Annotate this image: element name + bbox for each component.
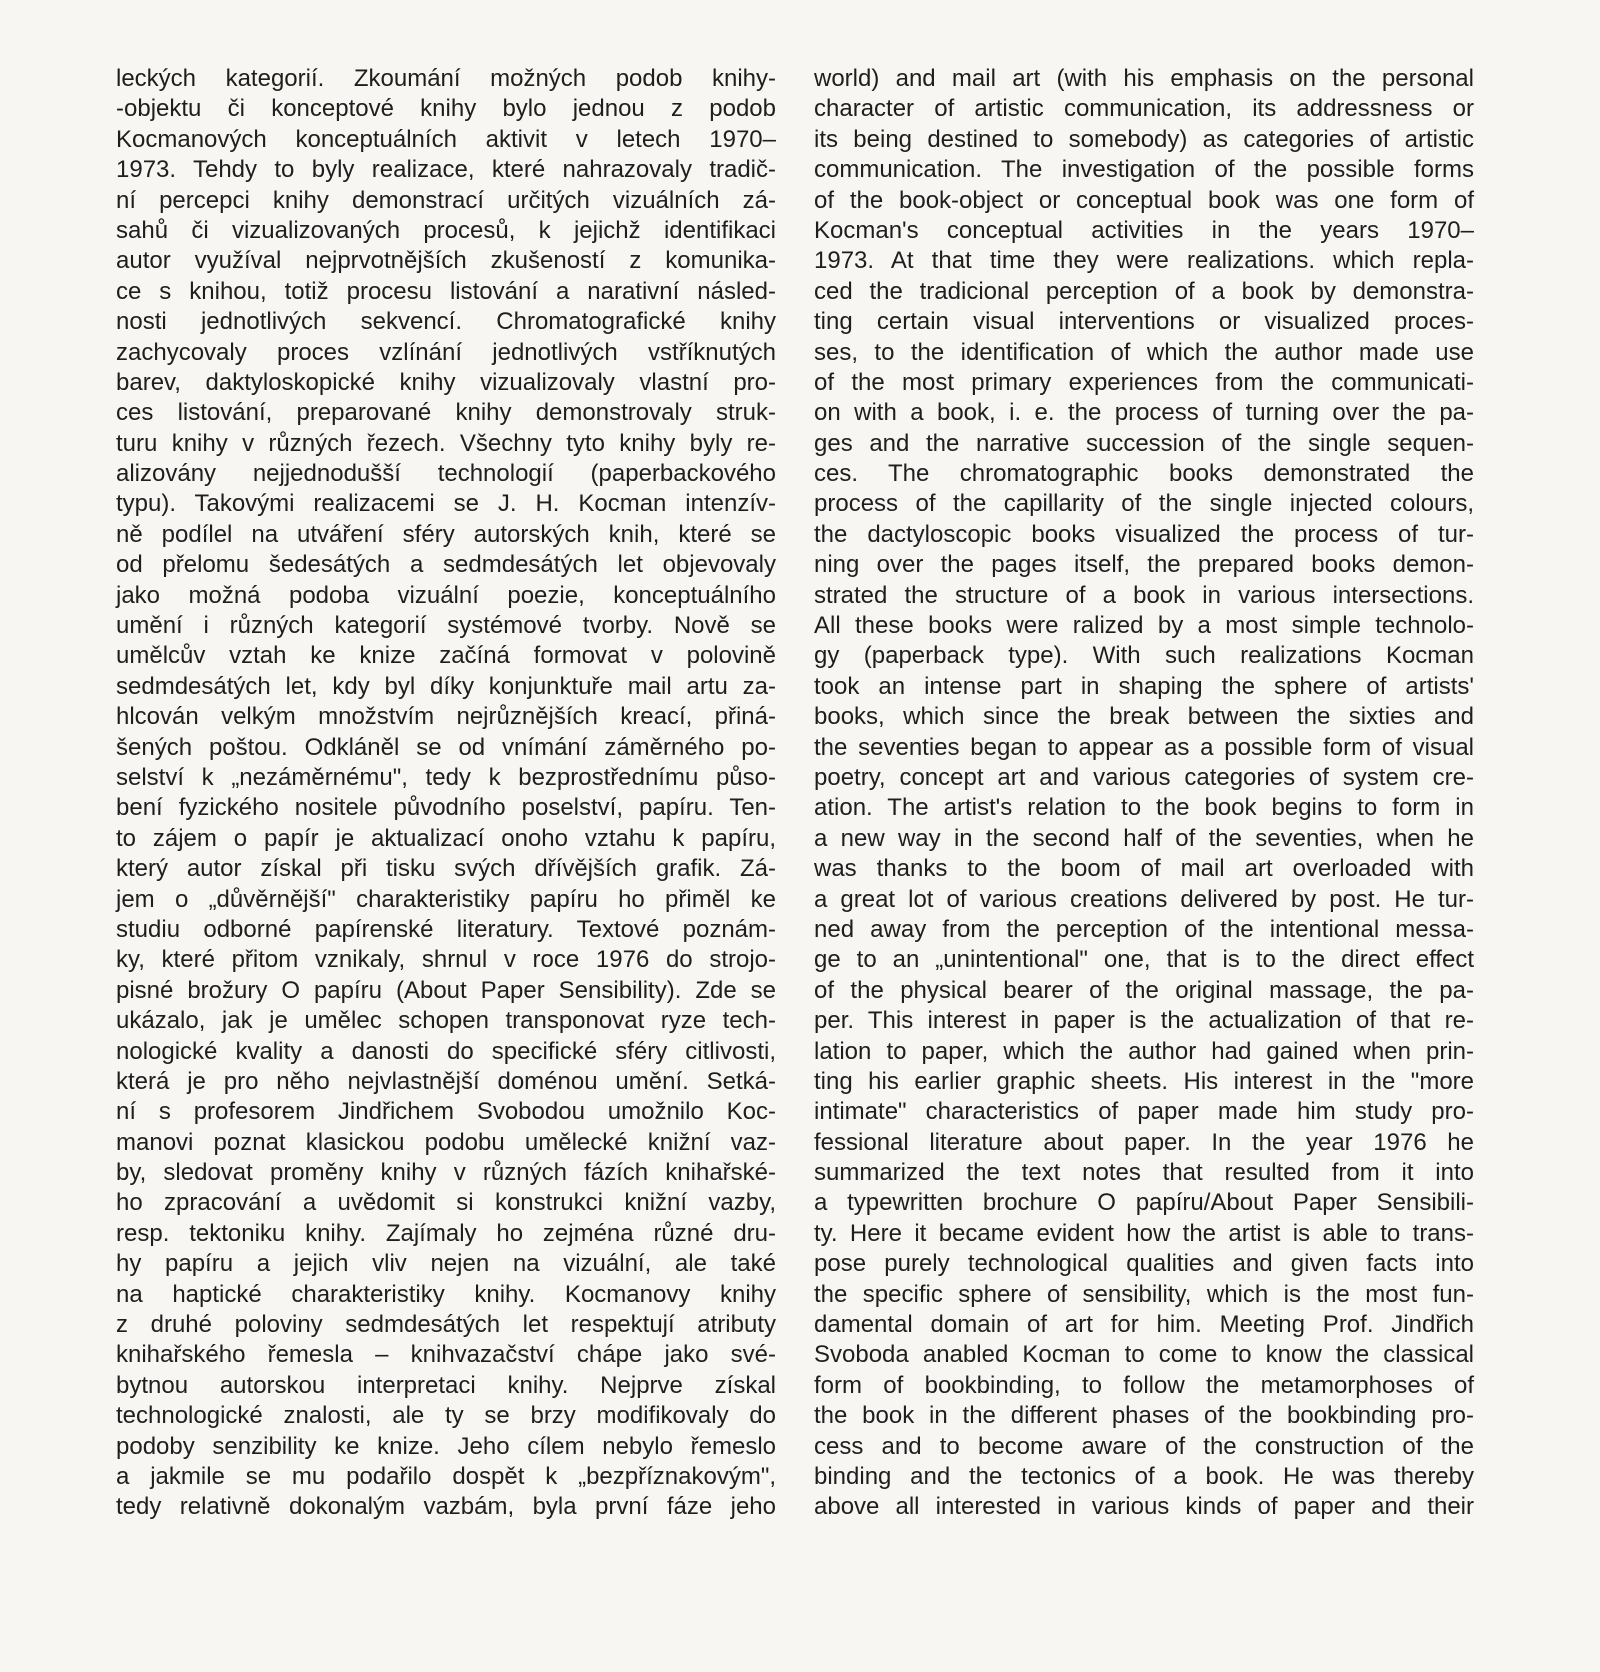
text-line: world) and mail art (with his emphasis on the personal — [814, 65, 1474, 92]
text-line: který autor získal při tisku svých dřívějších grafik. Zá- — [116, 855, 776, 883]
text-line: of the most primary experiences from the communicati- — [814, 368, 1474, 396]
text-line: summarized the text notes that resulted from it into — [814, 1159, 1474, 1187]
text-line: above all interested in various kinds of paper and their — [814, 1493, 1474, 1521]
text-line: ce s knihou, totiž procesu listování a narativní násled- — [116, 277, 776, 305]
text-line: hlcován velkým množstvím nejrůznějších kreací, přiná- — [116, 703, 776, 731]
text-line: a new way in the second half of the seventies, when he — [814, 824, 1474, 852]
text-line: Svoboda anabled Kocman to come to know the classical — [814, 1341, 1474, 1369]
text-line: ning over the pages itself, the prepared books demon- — [814, 551, 1474, 579]
text-line: nologické kvality a danosti do specifické sféry citlivosti, — [116, 1037, 776, 1065]
text-line: All these books were ralized by a most simple technolo- — [814, 612, 1474, 640]
text-line: ced the tradicional perception of a book by demonstra- — [814, 277, 1474, 305]
text-line: technologické znalosti, ale ty se brzy modifikovaly do — [116, 1402, 776, 1430]
text-line: form of bookbinding, to follow the metamorphoses of — [814, 1371, 1474, 1399]
text-line: its being destined to somebody) as categories of artistic — [814, 125, 1474, 153]
text-line: strated the structure of a book in various intersections. — [814, 581, 1474, 609]
text-line: 1973. Tehdy to byly realizace, které nahrazovaly tradič- — [116, 156, 776, 184]
text-line: books, which since the break between the sixties and — [814, 703, 1474, 731]
text-line: sahů či vizualizovaných procesů, k jejichž identifikaci — [116, 216, 776, 244]
text-line: umělcův vztah ke knize začíná formovat v polovině — [116, 642, 776, 670]
text-line: cess and to become aware of the construction of the — [814, 1432, 1474, 1460]
text-line: of the physical bearer of the original massage, the pa- — [814, 976, 1474, 1004]
text-line: studiu odborné papírenské literatury. Textové poznám- — [116, 915, 776, 943]
text-line: ces. The chromatographic books demonstrated the — [814, 460, 1474, 488]
text-line: bení fyzického nositele původního poselství, papíru. Ten- — [116, 794, 776, 822]
text-line: ukázalo, jak je umělec schopen transponovat ryze tech- — [116, 1007, 776, 1035]
text-line: ses, to the identification of which the author made use — [814, 338, 1474, 366]
text-line: lation to paper, which the author had gained when prin- — [814, 1037, 1474, 1065]
text-line: ní s profesorem Jindřichem Svobodou umožnilo Koc- — [116, 1098, 776, 1126]
text-line: a typewritten brochure O papíru/About Paper Sensibili- — [814, 1189, 1474, 1217]
text-line: ně podílel na utváření sféry autorských knih, které se — [116, 520, 776, 548]
text-line: ní percepci knihy demonstrací určitých vizuálních zá- — [116, 186, 776, 214]
text-line: character of artistic communication, its addressness or — [814, 95, 1474, 123]
text-line: -objektu či konceptové knihy bylo jednou z podob — [116, 95, 776, 123]
text-line: od přelomu šedesátých a sedmdesátých let objevovaly — [116, 551, 776, 579]
text-line: bytnou autorskou interpretaci knihy. Nejprve získal — [116, 1371, 776, 1399]
text-line: typu). Takovými realizacemi se J. H. Kocman intenzív- — [116, 490, 776, 518]
text-line: on with a book, i. e. the process of turning over the pa- — [814, 399, 1474, 427]
text-line: pisné brožury O papíru (About Paper Sensibility). Zde se — [116, 976, 776, 1004]
text-line: the dactyloscopic books visualized the process of tur- — [814, 520, 1474, 548]
text-line: podoby senzibility ke knize. Jeho cílem nebylo řemeslo — [116, 1432, 776, 1460]
czech-text-column — [116, 64, 776, 1523]
text-line: šených poštou. Odkláněl se od vnímání záměrného po- — [116, 733, 776, 761]
text-line: gy (paperback type). With such realizations Kocman — [814, 642, 1474, 670]
text-line: took an intense part in shaping the sphere of artists' — [814, 672, 1474, 700]
text-line: která je pro něho nejvlastnější doménou umění. Setká- — [116, 1067, 776, 1095]
text-line: the book in the different phases of the bookbinding pro- — [814, 1402, 1474, 1430]
text-line: selství k „nezáměrnému", tedy k bezprostřednímu půso- — [116, 763, 776, 791]
text-line: a great lot of various creations delivered by post. He tur- — [814, 885, 1474, 913]
text-line: knihařského řemesla – knihvazačství chápe jako své- — [116, 1341, 776, 1369]
text-line: z druhé poloviny sedmdesátých let respektují atributy — [116, 1311, 776, 1339]
text-line: umění i různých kategorií systémové tvorby. Nově se — [116, 612, 776, 640]
text-line: damental domain of art for him. Meeting Prof. Jindřich — [814, 1311, 1474, 1339]
text-line: per. This interest in paper is the actualization of that re- — [814, 1007, 1474, 1035]
text-line: the seventies began to appear as a possible form of visual — [814, 733, 1474, 761]
text-line: ges and the narrative succession of the single sequen- — [814, 429, 1474, 457]
text-line: resp. tektoniku knihy. Zajímaly ho zejména různé dru- — [116, 1219, 776, 1247]
text-line: leckých kategorií. Zkoumání možných podob knihy- — [116, 65, 776, 92]
text-line: hy papíru a jejich vliv nejen na vizuální, ale také — [116, 1250, 776, 1278]
text-line: turu knihy v různých řezech. Všechny tyto knihy byly re- — [116, 429, 776, 457]
text-line: ces listování, preparované knihy demonstrovaly struk- — [116, 399, 776, 427]
text-line: ge to an „unintentional" one, that is to the direct effect — [814, 946, 1474, 974]
text-line: na haptické charakteristiky knihy. Kocmanovy knihy — [116, 1280, 776, 1308]
text-line: ty. Here it became evident how the artist is able to trans- — [814, 1219, 1474, 1247]
text-line: ting certain visual interventions or visualized proces- — [814, 308, 1474, 336]
text-line: poetry, concept art and various categories of system cre- — [814, 763, 1474, 791]
text-line: zachycovaly proces vzlínání jednotlivých vstříknutých — [116, 338, 776, 366]
text-line: fessional literature about paper. In the year 1976 he — [814, 1128, 1474, 1156]
text-line: to zájem o papír je aktualizací onoho vztahu k papíru, — [116, 824, 776, 852]
text-line: ting his earlier graphic sheets. His interest in the "more — [814, 1067, 1474, 1095]
text-line: barev, daktyloskopické knihy vizualizovaly vlastní pro- — [116, 368, 776, 396]
text-line: ky, které přitom vznikaly, shrnul v roce 1976 do strojo- — [116, 946, 776, 974]
text-line: binding and the tectonics of a book. He was thereby — [814, 1462, 1474, 1490]
text-line: nosti jednotlivých sekvencí. Chromatografické knihy — [116, 308, 776, 336]
text-line: communication. The investigation of the possible forms — [814, 156, 1474, 184]
text-line: jako možná podoba vizuální poezie, konceptuálního — [116, 581, 776, 609]
text-line: tedy relativně dokonalým vazbám, byla první fáze jeho — [116, 1493, 776, 1521]
text-line: by, sledovat proměny knihy v různých fázích knihařské- — [116, 1159, 776, 1187]
text-line: autor využíval nejprvotnějších zkušeností z komunika- — [116, 247, 776, 275]
text-line: Kocman's conceptual activities in the years 1970– — [814, 216, 1474, 244]
text-line: jem o „důvěrnější" charakteristiky papíru ho přiměl ke — [116, 885, 776, 913]
text-line: the specific sphere of sensibility, which is the most fun- — [814, 1280, 1474, 1308]
text-line: ho zpracování a uvědomit si konstrukci knižní vazby, — [116, 1189, 776, 1217]
text-line: of the book-object or conceptual book was one form of — [814, 186, 1474, 214]
text-line: manovi poznat klasickou podobu umělecké knižní vaz- — [116, 1128, 776, 1156]
text-line: ned away from the perception of the intentional messa- — [814, 915, 1474, 943]
text-line: alizovány nejjednodušší technologií (paperbackového — [116, 460, 776, 488]
text-line: was thanks to the boom of mail art overloaded with — [814, 855, 1474, 883]
text-line: ation. The artist's relation to the book begins to form in — [814, 794, 1474, 822]
text-line: process of the capillarity of the single injected colours, — [814, 490, 1474, 518]
text-line: pose purely technological qualities and given facts into — [814, 1250, 1474, 1278]
text-line: intimate" characteristics of paper made him study pro- — [814, 1098, 1474, 1126]
text-line: Kocmanových konceptuálních aktivit v letech 1970– — [116, 125, 776, 153]
text-line: sedmdesátých let, kdy byl díky konjunktuře mail artu za- — [116, 672, 776, 700]
english-text-column — [814, 64, 1474, 1523]
text-line: 1973. At that time they were realizations. which repla- — [814, 247, 1474, 275]
text-line: a jakmile se mu podařilo dospět k „bezpříznakovým", — [116, 1462, 776, 1490]
